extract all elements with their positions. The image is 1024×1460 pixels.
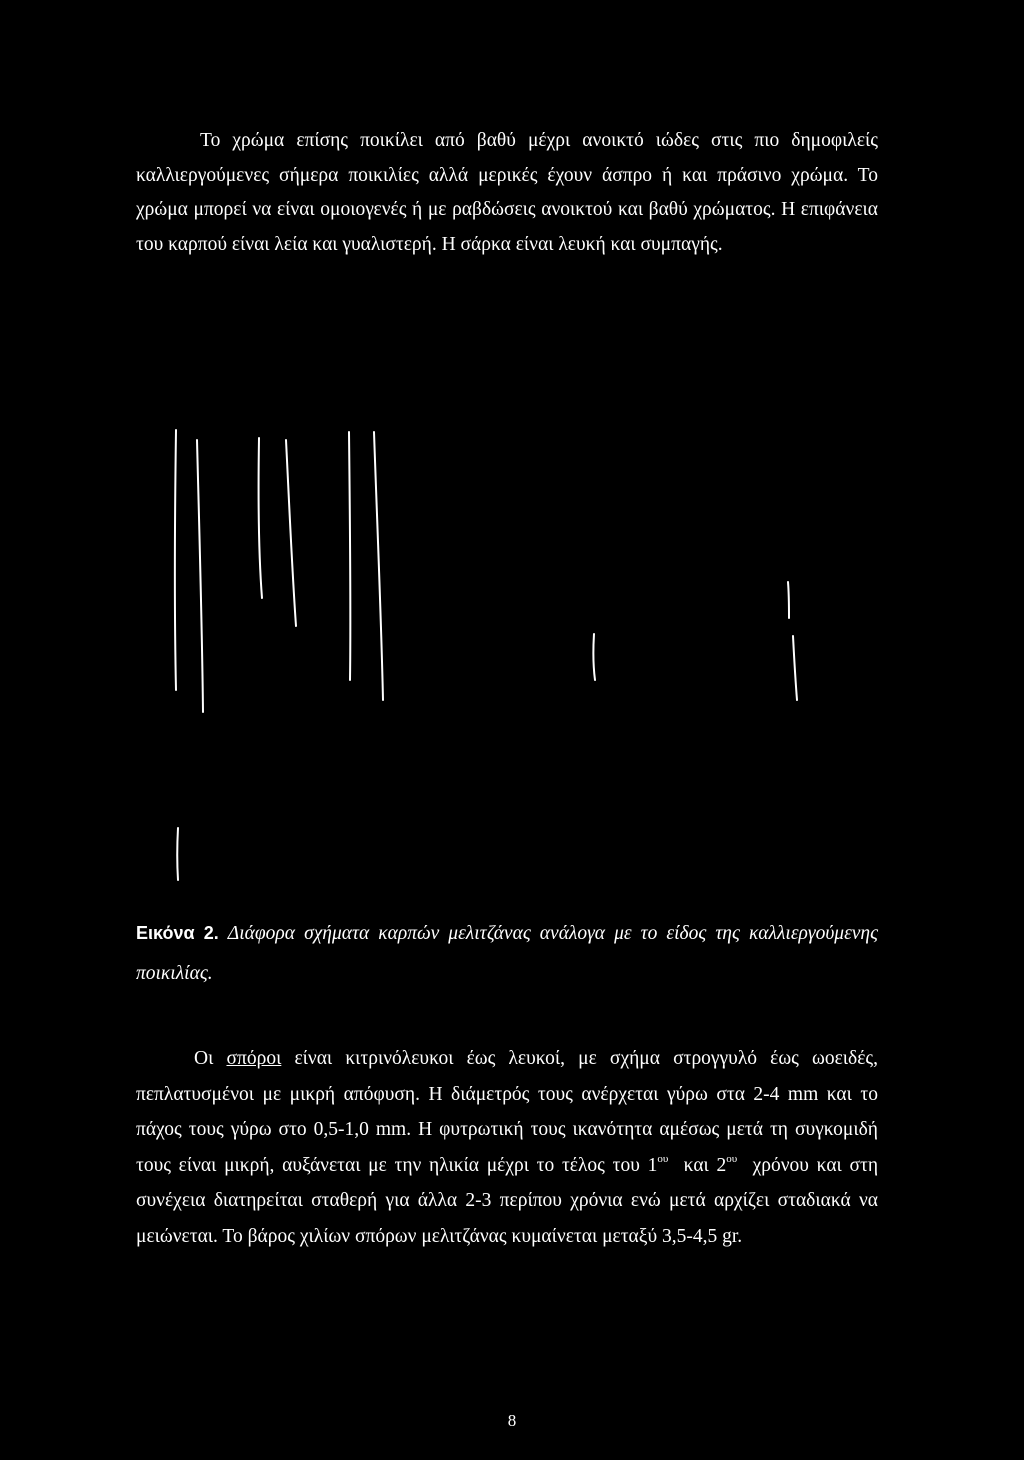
fruit-outline-3-left — [349, 432, 350, 680]
seeds-intro: Οι — [194, 1048, 214, 1069]
paragraph-fruit-color: Το χρώμα επίσης ποικίλει από βαθύ μέχρι ανοικτό ιώδες στις πιο δημοφιλείς καλλιεργούμενες σήμερα ποικιλίες αλλά μερικές έχουν άσπρο ή και πράσινο χρώμα. Το χρώμα μπορεί να είναι ομοιογενές ή με ραβδώσεις ανοικτού και βαθύ χρώματος. Η επιφάνεια του καρπού είναι λεία και γυαλιστερή. Η σάρκα είναι λευκή και συμπαγής. — [136, 130, 878, 255]
ordinal-first-number: 1 — [647, 1154, 658, 1176]
seeds-text-part1: είναι κιτρινόλευκοι έως λευκοί, με σχήμα στρογγυλό έως ωοειδές, πεπλατυσμένοι με μικρή απόφυση. Η διάμετρός τους ανέρχεται γύρω στα 2-4 mm και το πάχος τους γύρω στο 0,5-1,0 mm. Η φυτρωτική τους ικανότητα αμέσως μετά τη συγκομιδή τους είναι μικρή, αυξάνεται με την ηλικία μέχρι το τέλος του — [136, 1048, 879, 1176]
ordinal-first-suffix: ου — [657, 1152, 669, 1165]
fruit-outline-1-right — [197, 440, 203, 712]
fruit-outline-4-left — [593, 634, 595, 680]
seeds-conjunction: και — [683, 1154, 709, 1176]
fruit-outline-5-top — [788, 582, 789, 618]
fruit-outline-2-left — [259, 438, 262, 598]
seeds-term: σπόροι — [226, 1048, 282, 1069]
figure-caption-text: Διάφορα σχήματα καρπών μελιτζάνας ανάλογα με το είδος της καλλιεργούμενης ποικιλίας. — [136, 923, 878, 984]
fruit-outline-3-right — [374, 432, 383, 700]
seeds-text-part2: χρόνου και στη συνέχεια διατηρείται σταθερή για άλλα 2-3 περίπου χρόνια ενώ μετά αρχίζει σταδιακά να μειώνεται. Το βάρος χιλίων σπόρων μελιτζάνας κυμαίνεται μεταξύ 3,5-4,5 gr. — [136, 1154, 879, 1247]
fruit-outline-2-right — [286, 440, 296, 626]
ordinal-second-suffix: ου — [726, 1152, 738, 1165]
fruit-outline-5-right — [793, 636, 797, 700]
figure-caption — [136, 913, 878, 994]
fruit-outline-6-left — [177, 828, 178, 880]
fruit-outline-1-left — [175, 430, 176, 690]
paragraph-seeds — [136, 1041, 878, 1254]
page-number: 8 — [507, 1411, 517, 1430]
figure-label: Εικόνα 2. — [136, 923, 219, 943]
ordinal-second-number: 2 — [716, 1154, 727, 1176]
